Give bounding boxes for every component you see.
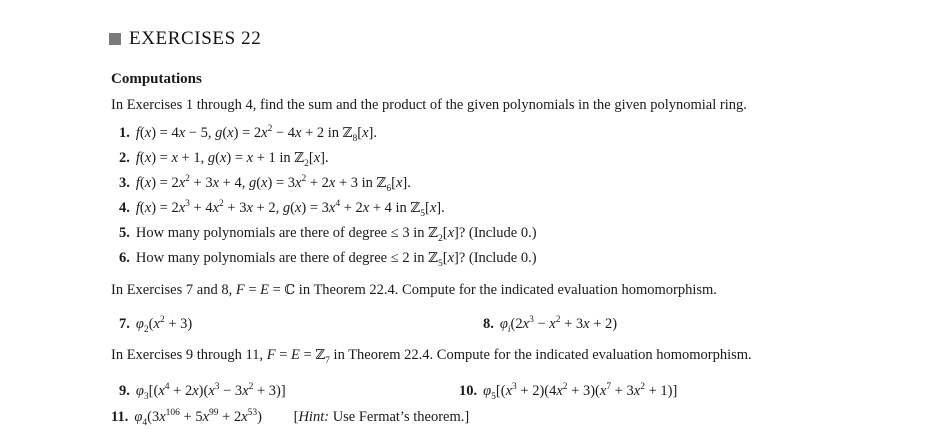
exercise-number: 3. bbox=[119, 175, 130, 191]
exercise-5: 5. How many polynomials are there of degree ≤ 3 in ℤ$_2$[x]? (Include 0.) bbox=[119, 225, 537, 244]
intro-exercises-9-11: In Exercises 9 through 11, F = E = ℤ$_7$ in Theorem 22.4. Compute for the indicated evaluation homomorphism. bbox=[111, 347, 752, 366]
exercise-number: 1. bbox=[119, 125, 130, 141]
hint-text: [Hint: Use Fermat’s theorem.] bbox=[293, 409, 470, 425]
exercise-4: 4. $f(x) = 2x^3 + 4x^2 + 3x + 2$, $g(x) = 3x^4 + 2x + 4$ in ℤ$_5$[x]. bbox=[119, 199, 445, 219]
exercise-number: 8. bbox=[483, 316, 494, 332]
exercise-3: 3. $f(x) = 2x^2 + 3x + 4$, $g(x) = 3x^2 + 2x + 3$ in ℤ$_6$[x]. bbox=[119, 174, 411, 194]
exercise-8: 8. $\varphi_i(2x^3 - x^2 + 3x + 2)$ bbox=[483, 315, 618, 335]
exercise-10: 10. $\varphi_5[(x^3 + 2)(4x^2 + 3)(x^7 + 3x^2 + 1)]$ bbox=[459, 382, 678, 402]
exercise-1: 1. f(x) = 4x − 5, $g(x) = 2x^2 - 4x + 2$ in ℤ$_8$[x]. bbox=[119, 124, 378, 144]
exercise-number: 5. bbox=[119, 225, 130, 241]
exercise-number: 6. bbox=[119, 250, 130, 266]
exercise-2: 2. f(x) = x + 1, g(x) = x + 1 in ℤ$_2$[x]. bbox=[119, 150, 329, 169]
exercise-6: 6. How many polynomials are there of degree ≤ 2 in ℤ$_5$[x]? (Include 0.) bbox=[119, 250, 537, 269]
exercise-11: 11. $\varphi_4(3x^{106} + 5x^{99} + 2x^{53})$ [Hint: Use Fermat’s theorem.] bbox=[111, 408, 470, 428]
exercise-number: 9. bbox=[119, 383, 130, 399]
exercise-number: 10. bbox=[459, 383, 478, 399]
heading-square-icon bbox=[109, 33, 121, 45]
exercise-9: 9. $\varphi_3[(x^4 + 2x)(x^3 - 3x^2 + 3)]$ bbox=[119, 382, 286, 402]
intro-exercises-1-4: In Exercises 1 through 4, find the sum and the product of the given polynomials in the given polynomial ring. bbox=[111, 97, 747, 113]
heading-title: EXERCISES 22 bbox=[129, 28, 262, 49]
exercise-heading bbox=[109, 28, 261, 50]
exercise-number: 11. bbox=[111, 409, 129, 425]
exercise-7: 7. $\varphi_2(x^2 + 3)$ bbox=[119, 315, 193, 335]
intro-exercises-7-8: In Exercises 7 and 8, F = E = ℂ in Theorem 22.4. Compute for the indicated evaluation homomorphism. bbox=[111, 282, 717, 298]
exercise-number: 4. bbox=[119, 200, 130, 216]
exercise-number: 2. bbox=[119, 150, 130, 166]
exercise-number: 7. bbox=[119, 316, 130, 332]
section-title: Computations bbox=[111, 71, 202, 87]
